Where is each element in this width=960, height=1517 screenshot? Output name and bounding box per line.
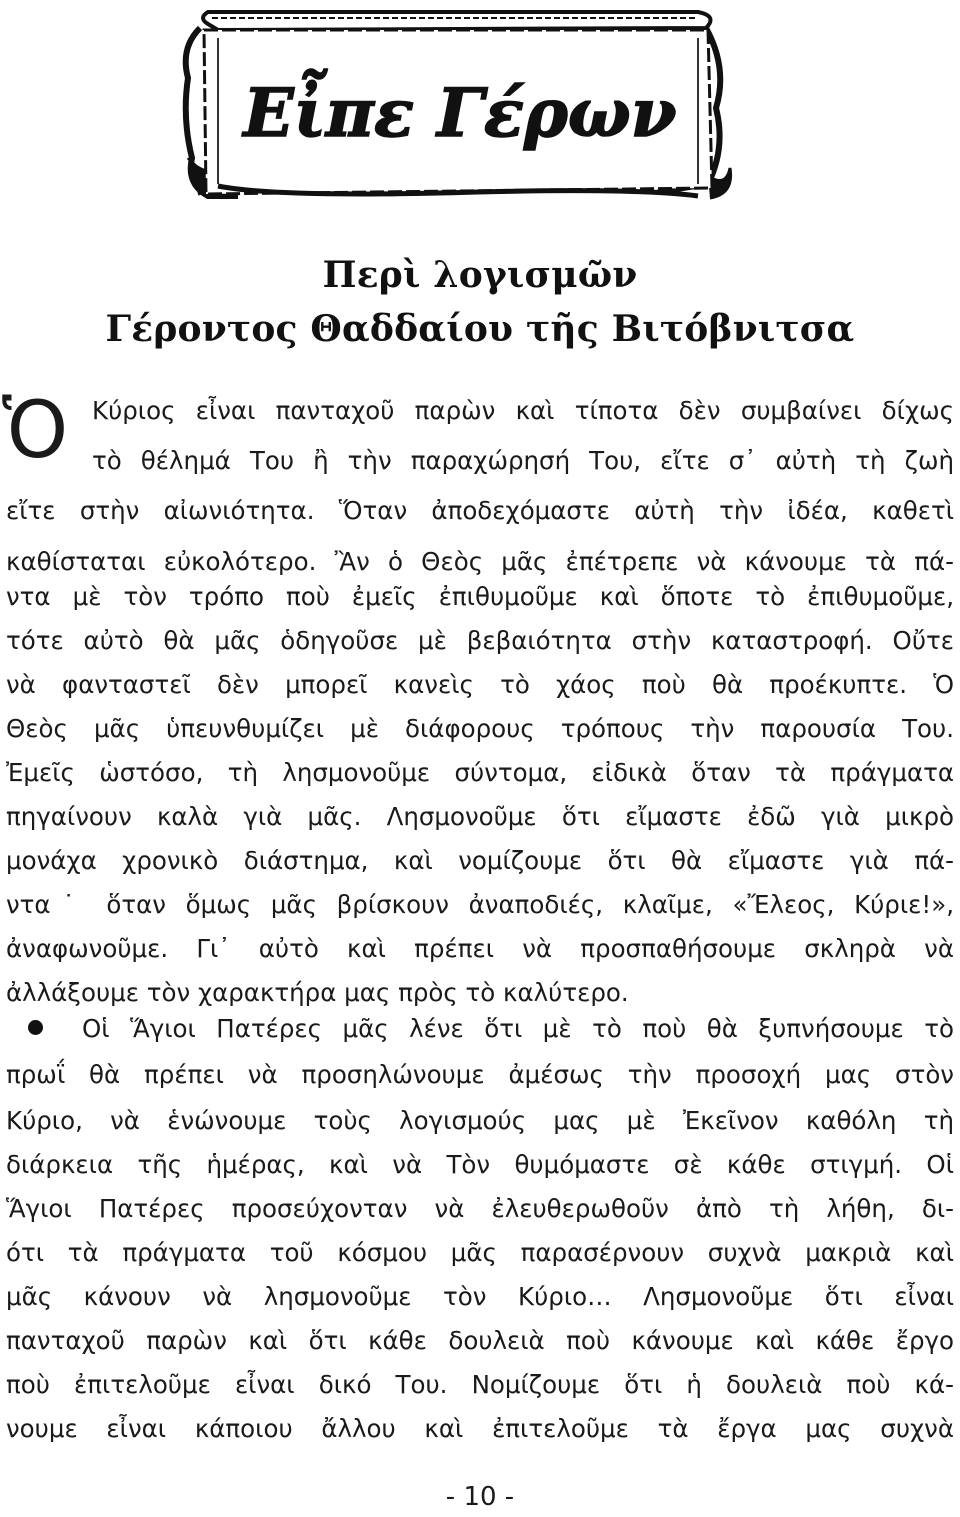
scroll-banner: [178, 8, 738, 204]
text-line: τότε αὐτὸ θὰ μᾶς ὁδηγοῦσε μὲ βεβαιότητα στὴν καταστροφή. Οὔτε: [6, 626, 954, 655]
page-number: - 10 -: [445, 1482, 515, 1512]
text-line: ἀλλάξουμε τὸν χαρακτήρα μας πρὸς τὸ καλύτερο.: [6, 978, 629, 1007]
text-line: Ἅγιοι Πατέρες προσεύχονταν νὰ ἐλευθερωθοῦν ἀπὸ τὴ λήθη, δι-: [6, 1194, 954, 1223]
text-line: Θεὸς μᾶς ὑπευνθυμίζει μὲ διάφορους τρόπους τὴν παρουσία Του.: [6, 714, 954, 743]
text-line: Κύριος εἶναι πανταχοῦ παρὼν καὶ τίποτα δὲν συμβαίνει δίχως: [92, 396, 954, 425]
text-line: Οἱ Ἅγιοι Πατέρες μᾶς λένε ὅτι μὲ τὸ ποὺ θὰ ξυπνήσουμε τὸ: [82, 1014, 954, 1043]
text-line: πρωΐ θὰ πρέπει νὰ προσηλώνουμε ἀμέσως τὴν προσοχή μας στὸν: [6, 1060, 954, 1089]
text-line: ντα μὲ τὸν τρόπο ποὺ ἐμεῖς ἐπιθυμοῦμε καὶ ὅποτε τὸ ἐπιθυμοῦμε,: [6, 582, 954, 611]
text-line: εἴτε στὴν αἰωνιότητα. Ὅταν ἀποδεχόμαστε αὐτὴ τὴν ἰδέα, καθετὶ: [6, 496, 954, 525]
text-line: μᾶς κάνουν νὰ λησμονοῦμε τὸν Κύριο… Λησμονοῦμε ὅτι εἶναι: [6, 1282, 954, 1311]
text-line: ἀναφωνοῦμε. Γι᾽ αὐτὸ καὶ πρέπει νὰ προσπαθήσουμε σκληρὰ νὰ: [6, 934, 954, 963]
text-line: νὰ φανταστεῖ δὲν μπορεῖ κανεὶς τὸ χάος ποὺ θὰ προέκυπτε. Ὁ: [6, 670, 954, 699]
text-line: νουμε εἶναι κάποιου ἄλλου καὶ ἐπιτελοῦμε τὰ ἔργα μας συχνὰ: [6, 1414, 954, 1443]
text-line: τὸ θέλημά Του ἢ τὴν παραχώρησή Του, εἴτε σ᾽ αὐτὴ τὴ ζωὴ: [92, 446, 954, 475]
text-line: ότι τὰ πράγματα τοῦ κόσμου μᾶς παρασέρνουν συχνὰ μακριὰ καὶ: [6, 1238, 954, 1267]
text-line: μονάχα χρονικὸ διάστημα, καὶ νομίζουμε ὅτι θὰ εἴμαστε γιὰ πά-: [6, 846, 954, 875]
bullet-icon: [28, 1020, 43, 1035]
drop-cap: Ὁ: [2, 386, 69, 476]
text-line: Ἐμεῖς ὡστόσο, τὴ λησμονοῦμε σύντομα, εἰδικὰ ὅταν τὰ πράγματα: [6, 758, 954, 787]
text-line: ντα˙ ὅταν ὅμως μᾶς βρίσκουν ἀναποδιές, κλαῖμε, «Ἔλεος, Κύριε!»,: [6, 890, 954, 919]
text-line: καθίσταται εὐκολότερο. Ἂν ὁ Θεὸς μᾶς ἐπέτρεπε νὰ κάνουμε τὰ πά-: [6, 547, 954, 576]
text-line: Κύριο, νὰ ἑνώνουμε τοὺς λογισμούς μας μὲ Ἐκεῖνον καθόλη τὴ: [6, 1106, 954, 1135]
text-line: πηγαίνουν καλὰ γιὰ μᾶς. Λησμονοῦμε ὅτι εἴμαστε ἐδῶ γιὰ μικρὸ: [6, 802, 954, 831]
page-subtitle: Γέροντος Θαδδαίου τῆς Βιτόβνιτσα: [105, 308, 855, 350]
text-line: πανταχοῦ παρὼν καὶ ὅτι κάθε δουλειὰ ποὺ κάνουμε καὶ κάθε ἔργο: [6, 1326, 954, 1355]
banner-text: Εἶπε Γέρων: [243, 74, 677, 152]
text-line: ποὺ ἐπιτελοῦμε εἶναι δικό Του. Νομίζουμε ὅτι ἡ δουλειὰ ποὺ κά-: [6, 1370, 954, 1399]
page-title: Περὶ λογισμῶν: [322, 254, 638, 296]
text-line: διάρκεια τῆς ἡμέρας, καὶ νὰ Τὸν θυμόμαστε σὲ κάθε στιγμή. Οἱ: [6, 1150, 954, 1179]
